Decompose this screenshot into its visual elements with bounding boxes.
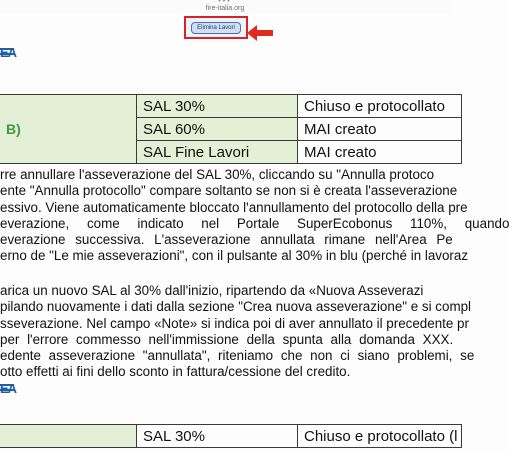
text-line: ente "Annulla protocollo" compare soltanto se non si è creata l'asseverazione	[0, 183, 458, 199]
text-line: edente asseverazione "annullata", riteniamo che non ci siano problemi, se	[0, 348, 475, 364]
sal-cell: SAL 60%	[137, 118, 298, 141]
status-cell: MAI creato	[298, 118, 462, 141]
text-line: erno de "Le mie asseverazioni", con il pulsante al 30% in blu (perché in lavoraz	[0, 248, 469, 264]
status-cell: Chiuso e protocollato (l	[298, 425, 462, 448]
sal-table-2	[0, 424, 462, 448]
browser-menu-dots[interactable]: •••	[218, 0, 232, 5]
logo-text: EA	[0, 45, 17, 60]
table-row	[0, 425, 462, 448]
logo-top	[0, 46, 24, 60]
sal-cell: SAL 30%	[137, 425, 298, 448]
paragraph-1	[0, 167, 509, 265]
browser-url[interactable]: fire-italia.org	[205, 5, 245, 12]
text-line: essivo. Viene automaticamente bloccato l'annullamento del protocollo della pre	[0, 199, 468, 215]
logo-text: EA	[0, 381, 17, 396]
text-line: per l'errore commesso nell'immissione della spunta alla domanda XXX.	[0, 331, 454, 347]
logo-bottom	[0, 382, 24, 396]
status-cell: MAI creato	[298, 141, 462, 164]
text-line: sseverazione. Nel campo «Note» si indica poi di aver annullato il precedente pr	[0, 315, 469, 331]
text-line: everazione successiva. L'asseverazione annullata rimane nell'Area Pe	[0, 232, 453, 248]
elimina-lavori-thumbnail	[184, 16, 248, 39]
text-line: rre annullare l'asseverazione del SAL 30%, cliccando su "Annulla protoco	[0, 167, 435, 182]
text-line: otto effetti ai fini dello sconto in fattura/cessione del credito.	[0, 364, 351, 380]
text-line: everazione, come indicato nel Portale SuperEcobonus 110%, quando	[0, 215, 509, 231]
elimina-lavori-button[interactable]: Elimina Lavori	[191, 22, 241, 34]
section-cell	[0, 95, 137, 164]
text-line: arica un nuovo SAL al 30% dall'inizio, ripartendo da «Nuova Asseverazi	[0, 283, 424, 298]
status-cell: Chiuso e protocollato	[298, 95, 462, 118]
browser-top-bar	[0, 0, 450, 14]
red-arrow-shaft	[256, 30, 273, 36]
sal-cell: SAL Fine Lavori	[137, 141, 298, 164]
sal-table-1	[0, 94, 462, 164]
sal-cell: SAL 30%	[137, 95, 298, 118]
section-tag: B)	[6, 120, 21, 137]
table-row	[0, 95, 462, 118]
text-line: pilando nuovamente i dati dalla sezione "Crea nuova asseverazione" e si compl	[0, 299, 472, 315]
paragraph-2	[0, 283, 475, 381]
section-cell	[0, 425, 137, 448]
